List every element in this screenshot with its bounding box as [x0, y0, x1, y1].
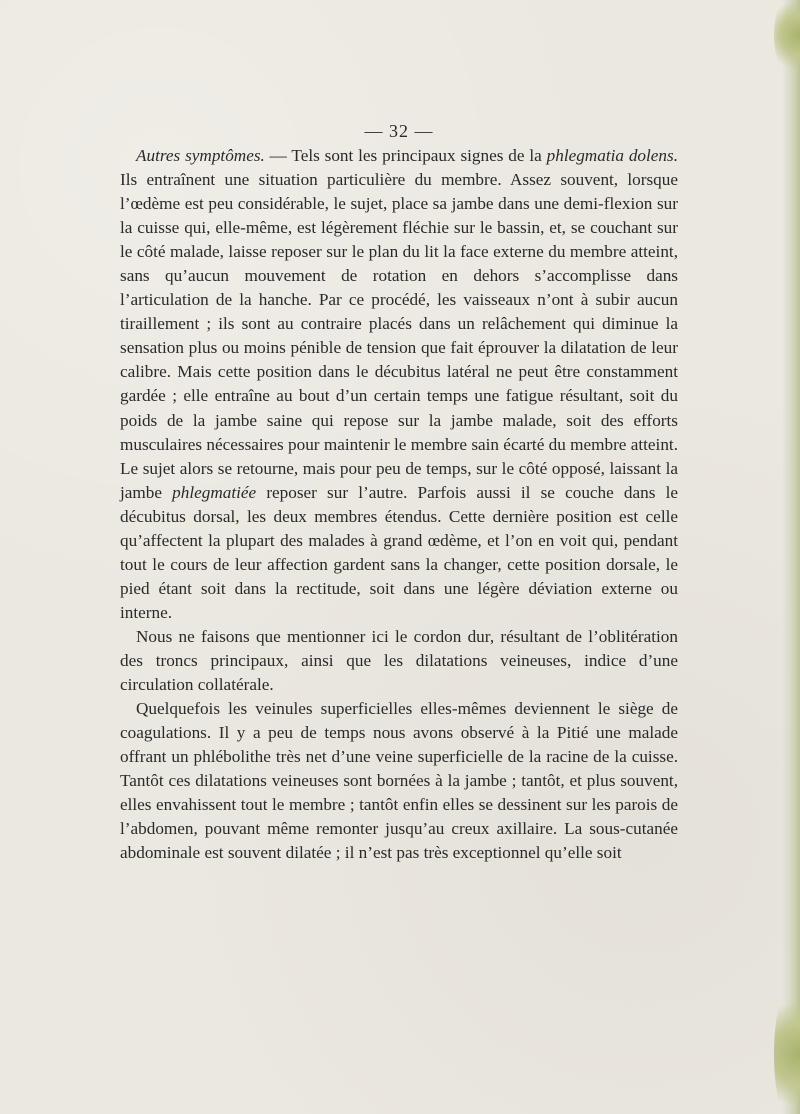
- paragraph: [120, 144, 678, 625]
- text-run: reposer sur l’autre. Parfois aussi il se couche dans le décubitus dorsal, les deux membres étendus. Cette dernière position est celle qu’affectent la plupart des malades à grand œdème, et l’on en voit qui, pendant tout le cours de leur affection gardent sans la changer, cette position dorsale, le pied étant soit dans la rectitude, soit dans une légère déviation externe ou interne.: [120, 482, 678, 622]
- paper-stain-top: [774, 0, 800, 70]
- italic-text: phlegmatiée: [172, 482, 257, 502]
- page-content: [120, 120, 678, 865]
- page-number: — 32 —: [364, 121, 434, 141]
- text-run: Quelquefois les veinules superficielles elles-mêmes deviennent le siège de coagulations. Il y a peu de temps nous avons observé à la Pitié une malade offrant un phlébolithe très net d’une veine superficielle de la racine de la cuisse. Tantôt ces dilatations veineuses sont bornées à la jambe ; tantôt, et plus souvent, elles envahissent tout le membre ; tantôt enfin elles se dessinent sur les parois de l’abdomen, pouvant même remonter jusqu’au creux axillaire. La sous-cutanée abdominale est souvent dilatée ; il n’est pas très exceptionnel qu’elle soit: [120, 699, 678, 863]
- text-run: Ils entraînent une situation particulière du membre. Assez souvent, lorsque l’œdème est peu considérable, le sujet, place sa jambe dans une demi-flexion sur la cuisse qui, elle-même, est légèrement fléchie sur le bassin, et, se couchant sur le côté malade, laisse reposer sur le plan du lit la face externe du membre atteint, sans qu’aucun mouvement de rotation en dehors s’accomplisse dans l’articulation de la hanche. Par ce procédé, les vaisseaux n’ont à subir aucun tiraillement ; ils sont au contraire placés dans un relâchement qui diminue la sensation plus ou moins pénible de tension que fait éprouver la dilatation de leur calibre. Mais cette position dans le décubitus latéral ne peut être constamment gardée ; elle entraîne au bout d’un certain temps une fatigue résultant, soit du poids de la jambe saine qui repose sur la jambe malade, soit des efforts musculaires nécessaires pour maintenir le membre sain écarté du membre atteint. Le sujet alors se retourne, mais pour peu de temps, sur le côté opposé, laissant la jambe: [120, 170, 678, 502]
- paragraph: [120, 625, 678, 697]
- body-text: [120, 144, 678, 865]
- italic-text: phlegmatia dolens.: [546, 146, 678, 165]
- paper-stain-bottom: [774, 994, 800, 1114]
- italic-text: Autres symptômes.: [136, 146, 265, 165]
- text-run: Nous ne faisons que mentionner ici le cordon dur, résultant de l’oblitération des troncs principaux, ainsi que les dilatations veineuses, indice d’une circulation collatérale.: [120, 626, 678, 695]
- paragraph: [120, 697, 678, 865]
- text-run: — Tels sont les principaux signes de la: [264, 146, 547, 165]
- page-edge-shadow: [782, 0, 800, 1114]
